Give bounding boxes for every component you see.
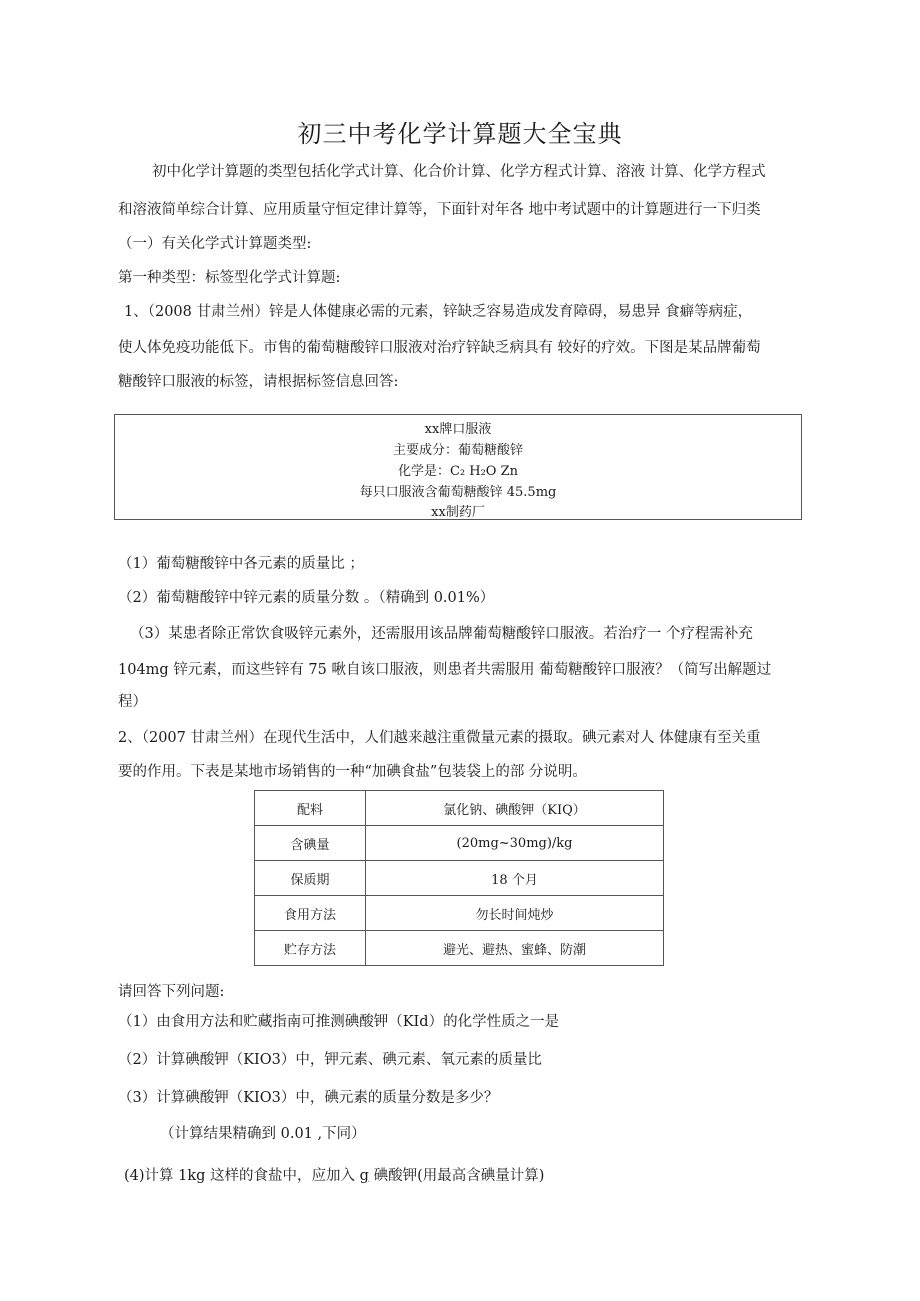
table-key: 配料 [255, 791, 366, 826]
table-key: 食用方法 [255, 896, 366, 931]
salt-info-table [254, 790, 664, 966]
table-row [255, 826, 664, 861]
question-1-line-1: 1、（2008 甘肃兰州）锌是人体健康必需的元素，锌缺乏容易造成发育障碍，易患异 食癖等病症， [124, 304, 753, 320]
question-2-sub-3: （3）计算碘酸钾（KIO3）中，碘元素的质量分数是多少？ [118, 1090, 499, 1106]
question-1-sub-2: （2）葡萄糖酸锌中锌元素的质量分数 。（精确到 0.01%） [118, 590, 495, 606]
question-2-line-2: 要的作用。下表是某地市场销售的一种“加碘食盐”包装袋上的部 分说明。 [118, 764, 587, 780]
question-2-sub-2: （2）计算碘酸钾（KIO3）中，钾元素、碘元素、氧元素的质量比 [118, 1052, 542, 1068]
table-value: 避光、避热、蜜蜂、防潮 [366, 931, 664, 966]
label-formula: 化学是：C₂ H₂O Zn [397, 464, 519, 479]
question-1-sub-1: （1）葡萄糖酸锌中各元素的质量比 ； [118, 556, 364, 572]
label-maker: xx制药厂 [431, 505, 485, 520]
label-brand: xx牌口服液 [424, 422, 492, 437]
table-key: 含碘量 [255, 826, 366, 861]
question-2-prompt: 请回答下列问题: [118, 984, 225, 1000]
answer-blank: g [359, 1168, 369, 1184]
label-ingredient: 主要成分：葡萄糖酸锌 [392, 443, 523, 458]
table-value: 18 个月 [366, 861, 664, 896]
table-row [255, 861, 664, 896]
table-value: (20mg~30mg)/kg [366, 826, 664, 861]
table-row [255, 896, 664, 931]
question-1-sub-3-line-2: 104mg 锌元素，而这些锌有 75 啾自该口服液，则患者共需服用 葡萄糖酸锌口服液？（简写出解题过 [118, 662, 772, 678]
table-row [255, 791, 664, 826]
page-title: 初三中考化学计算题大全宝典 [297, 120, 623, 148]
section-heading: （一）有关化学式计算题类型: [118, 236, 312, 252]
question-2-sub-4-pre: (4)计算 1kg 这样的食盐中，应加入 [124, 1168, 360, 1184]
table-key: 贮存方法 [255, 931, 366, 966]
question-1-line-3: 糖酸锌口服液的标签，请根据标签信息回答: [118, 374, 399, 390]
type-heading: 第一种类型：标签型化学式计算题: [118, 270, 341, 286]
label-content: 每只口服液含葡萄糖酸锌 45.5mg [359, 485, 557, 500]
question-2-sub-4 [124, 1166, 544, 1186]
question-1-sub-3-line-3: 程） [118, 694, 147, 710]
intro-line-2: 和溶液简单综合计算、应用质量守恒定律计算等，下面针对年各 地中考试题中的计算题进行一下归类 [118, 202, 761, 218]
table-row [255, 931, 664, 966]
product-label-box [114, 414, 802, 520]
table-key: 保质期 [255, 861, 366, 896]
question-2-sub-1: （1）由食用方法和贮藏指南可推测碘酸钾（KId）的化学性质之一是 [118, 1014, 560, 1030]
question-2-sub-4-post: 碘酸钾(用最高含碘量计算) [368, 1168, 545, 1184]
question-2-sub-3-note: （计算结果精确到 0.01 ,下同） [160, 1126, 366, 1142]
intro-line-1: 初中化学计算题的类型包括化学式计算、化合价计算、化学方程式计算、溶液 计算、化学方程式 [152, 164, 766, 180]
question-1-sub-3-line-1: （3）某患者除正常饮食吸锌元素外，还需服用该品牌葡萄糖酸锌口服液。若治疗一 个疗程需补充 [130, 626, 753, 642]
question-2-line-1: 2、（2007 甘肃兰州）在现代生活中，人们越来越注重微量元素的摄取。碘元素对人 体健康有至关重 [118, 730, 761, 746]
question-1-line-2: 使人体免疫功能低下。市售的葡萄糖酸锌口服液对治疗锌缺乏病具有 较好的疗效。下图是某品牌葡萄 [118, 340, 761, 356]
table-value: 氯化钠、碘酸钾（KIQ） [366, 791, 664, 826]
table-value: 勿长时间炖炒 [366, 896, 664, 931]
